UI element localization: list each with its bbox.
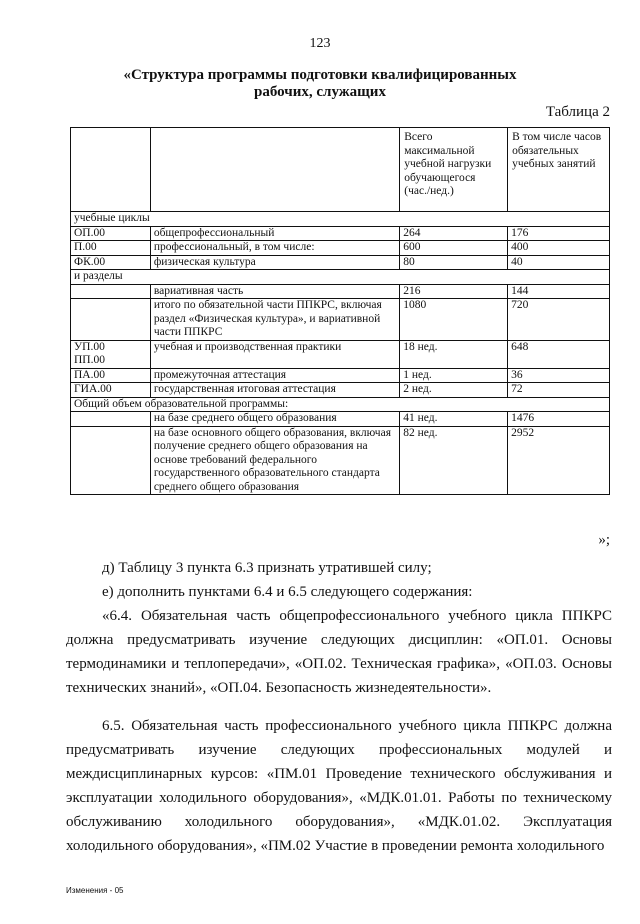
page-number: 123: [309, 36, 331, 51]
row-code: ФК.00: [71, 255, 151, 270]
row-code-line: УП.00: [74, 340, 105, 353]
title-line-2: рабочих, служащих: [254, 84, 386, 100]
header-mandatory-hours: В том числе часов обязательных учебных занятий: [508, 128, 610, 212]
table-row: [71, 226, 610, 241]
row-total: 80: [400, 255, 508, 270]
section-sections: и разделы: [71, 270, 610, 285]
row-total: 216: [400, 284, 508, 299]
row-name: вариативная часть: [150, 284, 399, 299]
row-mandatory: 648: [508, 340, 610, 368]
document-title: [0, 67, 640, 101]
table-label: Таблица 2: [545, 104, 610, 120]
row-code: [71, 299, 151, 341]
table-header-row: [71, 128, 610, 212]
paragraph-6-5: 6.5. Обязательная часть профессионального учебного цикла ППКРС должна предусматривать изучение следующих профессиональных модулей и междисциплинарных курсов: «ПМ.01 Проведение технического обслуживания и эксплуатации холодильного оборудования», «МДК.01.01. Работы по техническому обслуживанию холодильного оборудования», «МДК.01.02. Эксплуатация холодильного оборудования», «ПМ.02 Участие в проведении ремонта холодильного: [66, 718, 612, 854]
row-total: 82 нед.: [400, 426, 508, 495]
section-row: [71, 397, 610, 412]
table-row: [71, 412, 610, 427]
row-mandatory: 40: [508, 255, 610, 270]
title-line-1: «Структура программы подготовки квалифицированных: [123, 67, 517, 83]
row-name: на базе среднего общего образования: [150, 412, 399, 427]
row-mandatory: 144: [508, 284, 610, 299]
header-empty-cell: [71, 128, 151, 212]
row-name: физическая культура: [150, 255, 399, 270]
row-code: ГИА.00: [71, 383, 151, 398]
table-row: [71, 426, 610, 495]
paragraph-d: д) Таблицу 3 пункта 6.3 признать утратившей силу;: [102, 560, 432, 576]
section-cycles: учебные циклы: [71, 212, 610, 227]
row-code: ПА.00: [71, 368, 151, 383]
table-row: [71, 368, 610, 383]
header-total-load: Всего максимальной учебной нагрузки обучающегося (час./нед.): [400, 128, 508, 212]
row-total: 1 нед.: [400, 368, 508, 383]
row-name: профессиональный, в том числе:: [150, 241, 399, 256]
row-name: промежуточная аттестация: [150, 368, 399, 383]
table-row: [71, 340, 610, 368]
row-code: [71, 426, 151, 495]
footer-note: Изменения - 05: [66, 886, 124, 895]
section-row: [71, 270, 610, 285]
row-total: 41 нед.: [400, 412, 508, 427]
row-mandatory: 72: [508, 383, 610, 398]
row-mandatory: 2952: [508, 426, 610, 495]
row-code: [71, 284, 151, 299]
row-mandatory: 720: [508, 299, 610, 341]
section-row: [71, 212, 610, 227]
paragraph-e: е) дополнить пунктами 6.4 и 6.5 следующего содержания:: [102, 584, 473, 600]
row-mandatory: 36: [508, 368, 610, 383]
section-total-volume: Общий объем образовательной программы:: [71, 397, 610, 412]
table-row: [71, 241, 610, 256]
row-name: государственная итоговая аттестация: [150, 383, 399, 398]
row-name: учебная и производственная практики: [150, 340, 399, 368]
row-total: 264: [400, 226, 508, 241]
row-code: [71, 340, 151, 368]
table-row: [71, 255, 610, 270]
row-name: общепрофессиональный: [150, 226, 399, 241]
row-total: 600: [400, 241, 508, 256]
row-code: П.00: [71, 241, 151, 256]
program-structure-table: [70, 127, 610, 495]
row-code: ОП.00: [71, 226, 151, 241]
row-mandatory: 176: [508, 226, 610, 241]
body-text: [66, 556, 612, 858]
row-code-line: ПП.00: [74, 354, 105, 366]
paragraph-6-4: «6.4. Обязательная часть общепрофессионального учебного цикла ППКРС должна предусматривать изучение следующих дисциплин: «ОП.01. Основы термодинамики и теплопередачи», «ОП.02. Техническая графика», «ОП.03. Основы технических знаний», «ОП.04. Безопасность жизнедеятельности».: [66, 608, 612, 696]
row-total: 18 нед.: [400, 340, 508, 368]
header-empty-cell: [150, 128, 399, 212]
row-code: [71, 412, 151, 427]
row-total: 1080: [400, 299, 508, 341]
table-row: [71, 383, 610, 398]
table-row: [71, 284, 610, 299]
row-mandatory: 1476: [508, 412, 610, 427]
row-name: итого по обязательной части ППКРС, включая раздел «Физическая культура», и вариативной части ППКРС: [150, 299, 399, 341]
row-name: на базе основного общего образования, включая получение среднего общего образования на основе требований федерального государственного образовательного стандарта среднего общего образования: [150, 426, 399, 495]
row-total: 2 нед.: [400, 383, 508, 398]
row-mandatory: 400: [508, 241, 610, 256]
closing-quote: »;: [598, 532, 610, 548]
table-row: [71, 299, 610, 341]
